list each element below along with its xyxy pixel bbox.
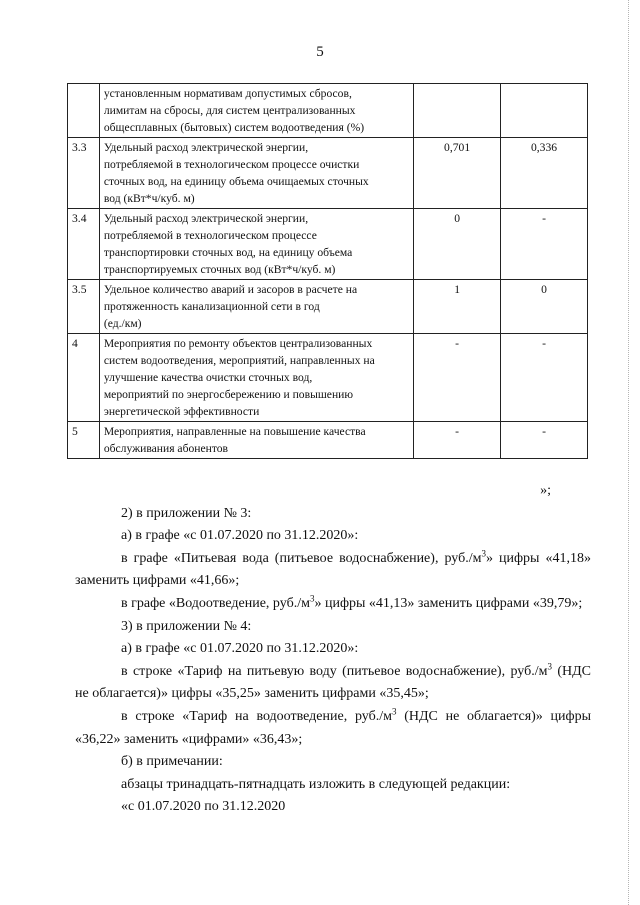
indicator-name-line: Удельный расход электрической энергии, [103, 141, 309, 154]
indicator-name-line: обслуживания абонентов [103, 442, 229, 455]
paragraph-drinking-water [75, 548, 591, 593]
indicator-name [99, 209, 413, 280]
indicator-name-line: сточных вод, на единицу объема очищаемых сточных [103, 175, 369, 188]
wastewater-tariff-text-end: (НДС не облагается)» цифры «36,22» заменить «цифрами» «36,43»; [75, 708, 592, 747]
indicator-name-line: (ед./км) [103, 317, 142, 330]
indicator-name-line: транспортируемых сточных вод (кВт*ч/куб. м) [103, 263, 336, 276]
row-number: 5 [68, 422, 100, 459]
indicator-name-line: систем водоотведения, мероприятий, направленных на [103, 354, 375, 367]
paragraph-appendix-3: 2) в приложении № 3: [121, 505, 252, 521]
value-period-2: 0 [501, 280, 588, 334]
table-row [68, 84, 588, 138]
indicator-name-line: установленным нормативам допустимых сбросов, [103, 87, 352, 100]
indicator-name [99, 138, 413, 209]
paragraph-wastewater-tariff [75, 706, 591, 751]
indicator-name-line: мероприятий по энергосбережению и повышению [103, 388, 354, 401]
wastewater-text-end: » цифры «41,13» заменить цифрами «39,79»; [314, 595, 583, 611]
row-number: 3.4 [68, 209, 100, 280]
indicator-name-line: общесплавных (бытовых) систем водоотведения (%) [103, 121, 365, 134]
drinking-water-text: в графе «Питьевая вода (питьевое водоснабжение), руб./м [121, 550, 482, 566]
indicator-name-line: Удельный расход электрической энергии, [103, 212, 309, 225]
table-row [68, 422, 588, 459]
paragraph-note: б) в примечании: [121, 754, 223, 770]
scan-edge-line [628, 0, 630, 905]
indicator-name-line: потребляемой в технологическом процессе [103, 229, 317, 242]
wastewater-tariff-text: в строке «Тариф на водоотведение, руб./м [121, 708, 392, 724]
table-row [68, 209, 588, 280]
paragraph-period: «с 01.07.2020 по 31.12.2020 [121, 799, 286, 815]
table-row [68, 138, 588, 209]
indicators-table [67, 83, 588, 459]
paragraph-column-4: а) в графе «с 01.07.2020 по 31.12.2020»: [121, 641, 359, 657]
value-period-2 [501, 84, 588, 138]
value-period-2: 0,336 [501, 138, 588, 209]
value-period-2: - [501, 334, 588, 422]
paragraph-appendix-4: 3) в приложении № 4: [121, 618, 252, 634]
indicator-name-line: потребляемой в технологическом процессе очистки [103, 158, 360, 171]
indicator-name [99, 334, 413, 422]
value-period-1: 0 [414, 209, 501, 280]
document-body [75, 483, 592, 819]
drinking-tariff-text-end: (НДС не облагается)» цифры «35,25» заменить цифрами «35,45»; [75, 663, 591, 702]
row-number: 3.5 [68, 280, 100, 334]
drinking-tariff-text: в строке «Тариф на питьевую воду (питьевое водоснабжение), руб./м [121, 663, 548, 679]
paragraph-column-3: а) в графе «с 01.07.2020 по 31.12.2020»: [121, 528, 359, 544]
paragraph-abzacy: абзацы тринадцать-пятнадцать изложить в следующей редакции: [121, 776, 511, 792]
value-period-1 [414, 84, 501, 138]
indicator-name-line: лимитам на сбросы, для систем централизованных [103, 104, 356, 117]
indicator-name-line: протяженность канализационной сети в год [103, 300, 320, 313]
value-period-2: - [501, 422, 588, 459]
row-number: 4 [68, 334, 100, 422]
page-number: 5 [316, 44, 324, 60]
indicator-name-line: транспортировки сточных вод, на единицу объема [103, 246, 353, 259]
indicator-name-line: энергетической эффективности [103, 405, 260, 418]
table-body [68, 84, 588, 459]
paragraph-wastewater [75, 593, 591, 616]
value-period-2: - [501, 209, 588, 280]
value-period-1: - [414, 422, 501, 459]
closing-quote: »; [540, 483, 551, 498]
table-row [68, 334, 588, 422]
table-row [68, 280, 588, 334]
row-number [68, 84, 100, 138]
indicator-name-line: Удельное количество аварий и засоров в расчете на [103, 283, 358, 296]
indicator-name [99, 280, 413, 334]
superscript: 3 [391, 706, 397, 717]
superscript: 3 [547, 661, 552, 672]
paragraph-drinking-tariff [75, 661, 591, 706]
indicator-name-line: улучшение качества очистки сточных вод, [103, 371, 313, 384]
value-period-1: 1 [414, 280, 501, 334]
indicator-name-line: вод (кВт*ч/куб. м) [103, 192, 195, 205]
indicator-name-line: Мероприятия, направленные на повышение качества [103, 425, 366, 438]
drinking-water-text-end: » цифры «41,18» заменить цифрами «41,66»; [75, 550, 591, 589]
indicator-name [99, 84, 413, 138]
value-period-1: 0,701 [414, 138, 501, 209]
superscript: 3 [481, 548, 486, 559]
indicator-name [99, 422, 413, 459]
row-number: 3.3 [68, 138, 100, 209]
wastewater-text: в графе «Водоотведение, руб./м [121, 595, 310, 611]
superscript: 3 [309, 593, 315, 604]
value-period-1: - [414, 334, 501, 422]
indicator-name-line: Мероприятия по ремонту объектов централизованных [103, 337, 373, 350]
